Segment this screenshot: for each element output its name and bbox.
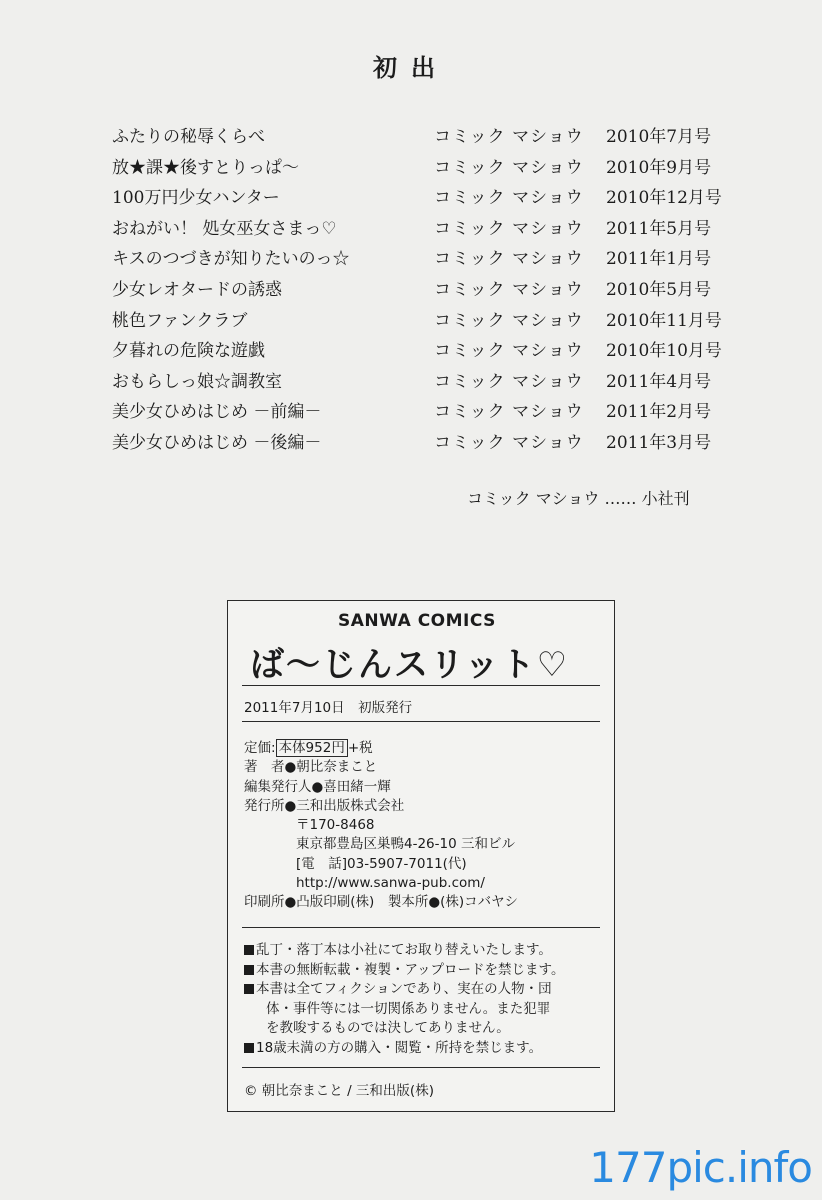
- work-title: 美少女ひめはじめ －前編－: [112, 402, 322, 423]
- work-magazine: コミック マショウ: [434, 432, 584, 453]
- notice-item: 本書の無断転載・複製・アップロードを禁じます。: [244, 961, 564, 981]
- publication-info: [244, 739, 518, 913]
- list-item: [112, 306, 752, 337]
- date-divider: [242, 721, 600, 722]
- watermark: 177pic.info: [589, 1143, 812, 1192]
- notice-continuation: 体・事件等には一切関係ありません。また犯罪: [266, 1000, 551, 1017]
- work-title: ふたりの秘辱くらべ: [112, 127, 265, 147]
- work-magazine: コミック マショウ: [434, 218, 584, 239]
- work-title: おねがい！ 処女巫女さまっ♡: [112, 218, 337, 239]
- list-item: [112, 244, 752, 275]
- list-item: [112, 122, 752, 153]
- work-title: 100万円少女ハンター: [112, 188, 280, 209]
- work-issue: 2011年1月号: [606, 249, 712, 270]
- work-issue: 2010年5月号: [606, 279, 712, 300]
- work-magazine: コミック マショウ: [434, 371, 584, 392]
- first-appearance-heading: 初出: [373, 53, 449, 82]
- first-appearance-list: [112, 122, 752, 459]
- work-title: 夕暮れの危険な遊戯: [112, 341, 265, 362]
- address-line: 東京都豊島区巣鴨4-26-10 三和ビル: [296, 836, 515, 853]
- work-title: 美少女ひめはじめ －後編－: [112, 432, 322, 453]
- work-magazine: コミック マショウ: [434, 188, 584, 209]
- work-magazine: コミック マショウ: [434, 402, 584, 423]
- list-item: [112, 183, 752, 214]
- list-item: [112, 336, 752, 367]
- publisher-line: 発行所●三和出版株式会社: [244, 797, 405, 814]
- phone-line: [電 話]03-5907-7011(代): [296, 855, 467, 872]
- list-item: [112, 428, 752, 459]
- work-issue: 2011年4月号: [606, 371, 712, 392]
- square-bullet-icon: [244, 965, 254, 975]
- work-magazine: コミック マショウ: [434, 279, 584, 300]
- editor-line: 編集発行人●喜田緒一輝: [244, 778, 391, 795]
- list-item: [112, 153, 752, 184]
- work-magazine: コミック マショウ: [434, 127, 584, 147]
- url-line: http://www.sanwa-pub.com/: [296, 875, 485, 892]
- list-item: [112, 275, 752, 306]
- work-magazine: コミック マショウ: [434, 341, 584, 362]
- work-issue: 2011年5月号: [606, 218, 712, 239]
- work-issue: 2011年3月号: [606, 432, 712, 453]
- work-magazine: コミック マショウ: [434, 249, 584, 270]
- square-bullet-icon: [244, 945, 254, 955]
- notice-item: 18歳未満の方の購入・閲覧・所持を禁じます。: [244, 1039, 564, 1059]
- notices: [244, 941, 564, 1059]
- work-issue: 2011年2月号: [606, 402, 712, 423]
- square-bullet-icon: [244, 1043, 254, 1053]
- publication-date: 2011年7月10日 初版発行: [244, 700, 413, 716]
- work-issue: 2010年12月号: [606, 188, 722, 209]
- work-title: 放★課★後すとりっぱ～: [112, 157, 299, 178]
- list-item: [112, 214, 752, 245]
- price-value: 本体952円: [276, 739, 348, 757]
- info-divider: [242, 927, 600, 928]
- printer-line: 印刷所●凸版印刷(株) 製本所●(株)コバヤシ: [244, 894, 518, 911]
- notice-item: 本書は全てフィクションであり、実在の人物・団: [244, 980, 564, 1000]
- work-issue: 2010年7月号: [606, 127, 712, 147]
- work-issue: 2010年10月号: [606, 341, 722, 362]
- notice-divider: [242, 1067, 600, 1068]
- work-title: 桃色ファンクラブ: [112, 310, 248, 331]
- copyright-line: © 朝比奈まこと / 三和出版(株): [244, 1083, 434, 1099]
- book-title: ば～じんスリット♡: [250, 645, 570, 685]
- work-issue: 2010年9月号: [606, 157, 712, 178]
- notice-item: 乱丁・落丁本は小社にてお取り替えいたします。: [244, 941, 564, 961]
- work-title: 少女レオタードの誘惑: [112, 279, 282, 300]
- square-bullet-icon: [244, 984, 254, 994]
- colophon-box: [227, 600, 615, 1112]
- price-suffix: +税: [347, 740, 373, 756]
- postal-code: 〒170-8468: [296, 817, 375, 834]
- price-label: 定価:: [244, 740, 276, 756]
- series-label: SANWA COMICS: [338, 611, 496, 631]
- title-divider: [242, 685, 600, 686]
- list-item: [112, 367, 752, 398]
- publisher-note: コミック マショウ …… 小社刊: [467, 489, 690, 508]
- work-magazine: コミック マショウ: [434, 157, 584, 178]
- author-line: 著 者●朝比奈まこと: [244, 759, 378, 776]
- notice-continuation: を教唆するものでは決してありません。: [266, 1020, 510, 1037]
- price-line: [244, 739, 518, 758]
- work-title: おもらしっ娘☆調教室: [112, 371, 282, 392]
- work-issue: 2010年11月号: [606, 310, 722, 331]
- work-title: キスのつづきが知りたいのっ☆: [112, 249, 350, 270]
- list-item: [112, 397, 752, 428]
- work-magazine: コミック マショウ: [434, 310, 584, 331]
